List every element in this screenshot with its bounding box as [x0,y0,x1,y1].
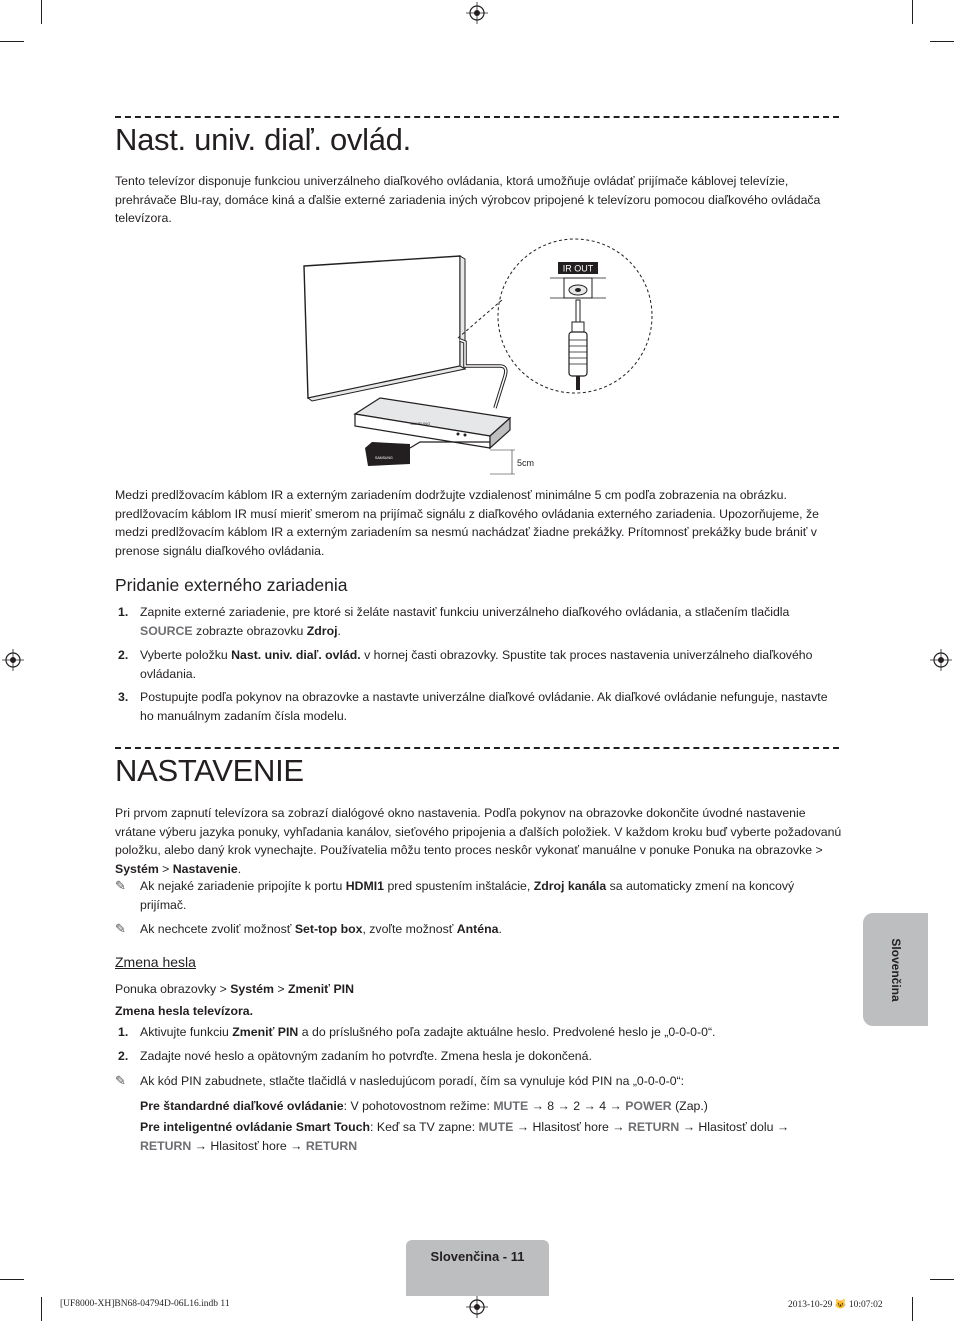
list-item: 1. Zapnite externé zariadenie, pre ktoré si želáte nastaviť funkciu univerzálneho diaľkového ovládania, a stlačením tlačidla SOURCE zobrazte obrazovku Zdroj. [118,605,790,638]
subheading-add-device: Pridanie externého zariadenia [115,575,348,595]
page-number-tab [406,1240,549,1296]
ir-out-label: IR OUT [562,263,594,274]
pin-description: Zmena hesla televízora. [115,1004,254,1018]
distance-label: 5cm [517,458,535,468]
file-info: [UF8000-XH]BN68-04794D-06L16.indb 11 [60,1299,230,1309]
reset-smart-touch: Pre inteligentné ovládanie Smart Touch: Keď sa TV zapne: MUTE → Hlasitosť hore → RETURN → Hlasitosť dolu → RETURN → Hlasitosť hore → RETURN [140,1120,790,1153]
crop-mark [0,1279,24,1280]
pencil-note-icon: ✎ [115,921,126,936]
section-intro: Tento televízor disponuje funkciou univerzálneho diaľkového ovládania, ktorá umožňuje ovládať prijímače káblovej televízie, prehrávače Blu-ray, domáce kiná a ďalšie externé zariadenia iných výrobcov pripojené k televízoru pomocou diaľkového ovládača televízora. [115,174,821,225]
language-side-tab: Slovenčina [863,913,928,1026]
stb-brand-label: SAMSUNG [410,421,431,426]
section-title: NASTAVENIE [115,753,304,788]
registration-mark-icon [466,1296,488,1318]
crop-mark [0,41,24,42]
menu-path: Ponuka obrazovky > Systém > Zmeniť PIN [115,982,354,996]
distance-note: Medzi predlžovacím káblom IR a externým zariadením dodržujte vzdialenosť minimálne 5 cm podľa zobrazenia na obrázku. predlžovacím káblom IR musí mieriť smerom na prijímač signálu z diaľkového ovládania externého zariadenia. Upozorňujeme, že medzi predlžovacím káblom IR a externým zariadením sa nesmú nachádzať žiadne prekážky. Prítomnosť prekážky bude brániť v prenose signálu diaľkového ovládania. [115,488,819,558]
crop-mark [930,1279,954,1280]
list-item: 1. Aktivujte funkciu Zmeniť PIN a do príslušného poľa zadajte aktuálne heslo. Predvolené heslo je „0-0-0-0“. [118,1025,716,1039]
print-date: 2013-10-29 😺 10:07:02 [788,1300,883,1310]
crop-mark [912,1297,913,1321]
list-item: 3. Postupujte podľa pokynov na obrazovke a nastavte univerzálne diaľkové ovládanie. Ak diaľkové ovládanie nefunguje, nastavte ho manuálnym zadaním čísla modelu. [118,690,828,723]
note-item: ✎ Ak kód PIN zabudnete, stlačte tlačidlá v nasledujúcom poradí, čím sa vynuluje kód PIN na „0-0-0-0“: [115,1072,843,1091]
note-item: ✎ Ak nechcete zvoliť možnosť Set-top box, zvoľte možnosť Anténa. [115,920,843,939]
registration-mark-icon [930,649,952,671]
registration-mark-icon [2,649,24,671]
crop-mark [41,0,42,24]
pencil-note-icon: ✎ [115,1073,126,1088]
section-intro: Pri prvom zapnutí televízora sa zobrazí dialógové okno nastavenia. Podľa pokynov na obrazovke dokončite úvodné nastavenie vrátane výberu jazyka ponuky, vyhľadania kanálov, sieťového pripojenia a ďalších položiek. V každom kroku buď vyberte požadovanú položku, alebo daný krok vynechajte. Používatelia môžu tento proces neskôr vykonať manuálne v ponuke Ponuka na obrazovke > Systém > Nastavenie. [115,806,842,876]
crop-mark [41,1297,42,1321]
page-number: Slovenčina - 11 [430,1249,525,1264]
note-item: ✎ Ak nejaké zariadenie pripojíte k portu HDMI1 pred spustením inštalácie, Zdroj kanála sa automaticky zmení na koncový prijímač. [115,878,795,912]
section-divider [115,116,839,118]
subheading-change-pin: Zmena hesla [115,954,196,970]
list-item: 2. Zadajte nové heslo a opätovným zadaním ho potvrďte. Zmena hesla je dokončená. [118,1049,592,1063]
registration-mark-icon [466,2,488,24]
section-divider [115,747,839,749]
reset-standard-remote: Pre štandardné diaľkové ovládanie: V pohotovostnom režime: MUTE → 8 → 2 → 4 → POWER (Zap.) [140,1099,708,1113]
pencil-note-icon: ✎ [115,878,126,893]
ir-extender-figure [300,238,660,478]
svg-text:SAMSUNG: SAMSUNG [375,456,393,460]
crop-mark [912,0,913,24]
crop-mark [930,41,954,42]
list-item: 2. Vyberte položku Nast. univ. diaľ. ovlád. v hornej časti obrazovky. Spustite tak proces nastavenia univerzálneho diaľkového ovládania. [118,648,813,681]
section-title: Nast. univ. diaľ. ovlád. [115,122,411,157]
